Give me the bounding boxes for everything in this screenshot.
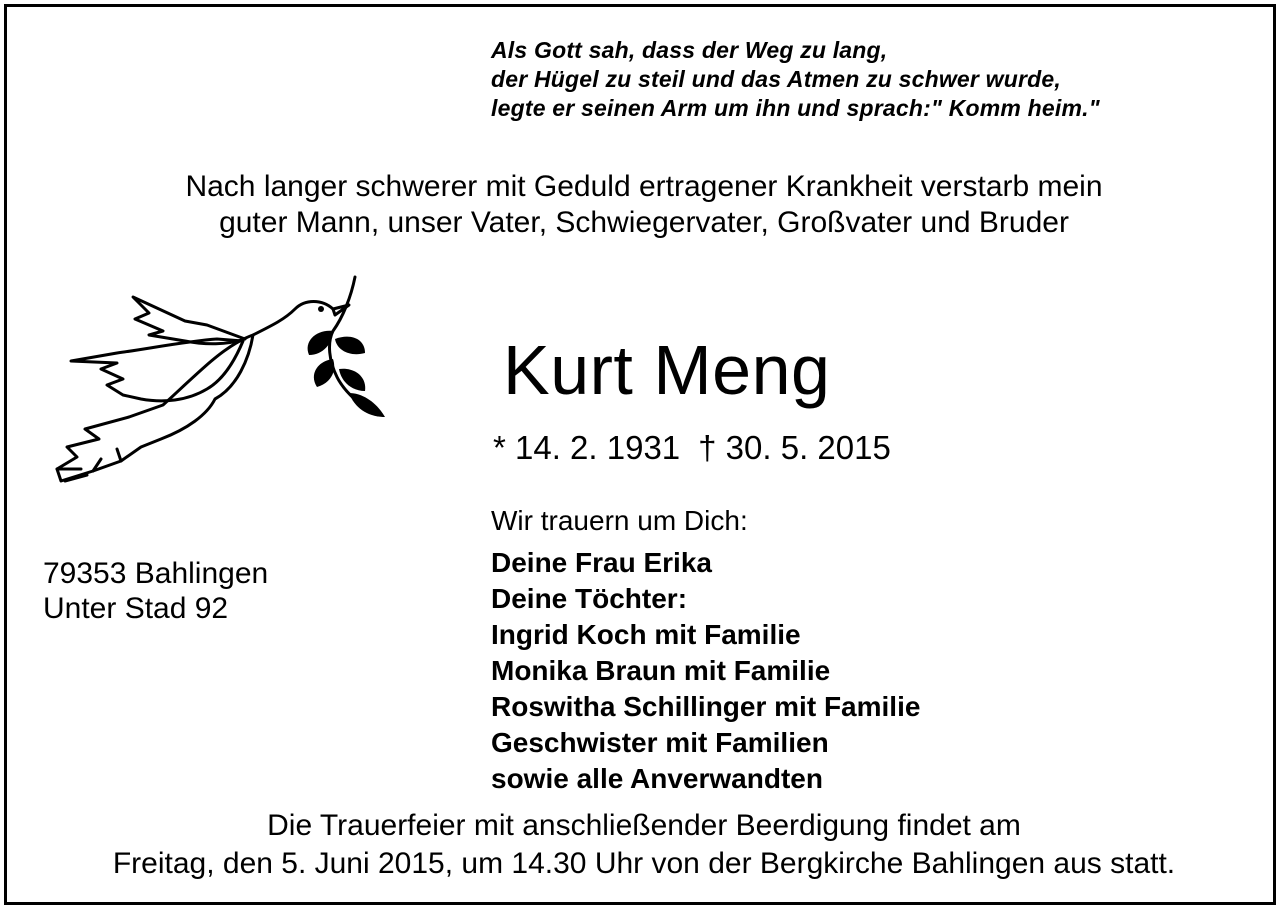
mourner-line: Deine Töchter: (491, 583, 688, 614)
intro-line: guter Mann, unser Vater, Schwiegervater, Großvater und Bruder (219, 206, 1069, 239)
mourners-list (491, 545, 920, 797)
mourner-line: Ingrid Koch mit Familie (491, 619, 801, 650)
quote-line: legte er seinen Arm um ihn und sprach:" Komm heim." (491, 95, 1100, 121)
address-line: 79353 Bahlingen (43, 557, 269, 590)
address-block (43, 556, 268, 626)
obituary-notice (4, 4, 1276, 905)
address-line: Unter Stad 92 (43, 592, 229, 625)
mourner-line: Monika Braun mit Familie (491, 655, 831, 686)
mourner-line: sowie alle Anverwandten (491, 763, 823, 794)
intro-line: Nach langer schwerer mit Geduld ertragener Krankheit verstarb mein (185, 170, 1103, 203)
mourning-label: Wir trauern um Dich: (491, 505, 748, 536)
intro-text (7, 169, 1276, 241)
death-date: † 30. 5. 2015 (698, 429, 891, 466)
ceremony-info (7, 807, 1276, 883)
ceremony-line: Freitag, den 5. Juni 2015, um 14.30 Uhr von der Bergkirche Bahlingen aus statt. (112, 847, 1176, 880)
quote-line: Als Gott sah, dass der Weg zu lang, (491, 37, 888, 63)
opening-quote (491, 36, 1100, 123)
ceremony-line: Die Trauerfeier mit anschließender Beerdigung findet am (267, 809, 1021, 842)
mourner-line: Geschwister mit Familien (491, 727, 829, 758)
birth-date: * 14. 2. 1931 (493, 429, 681, 466)
dove-with-olive-branch-icon (37, 269, 392, 494)
mourner-line: Roswitha Schillinger mit Familie (491, 691, 921, 722)
mourner-line: Deine Frau Erika (491, 547, 712, 578)
life-dates (493, 427, 891, 469)
quote-line: der Hügel zu steil und das Atmen zu schwer wurde, (491, 66, 1061, 92)
deceased-name: Kurt Meng (503, 331, 831, 409)
